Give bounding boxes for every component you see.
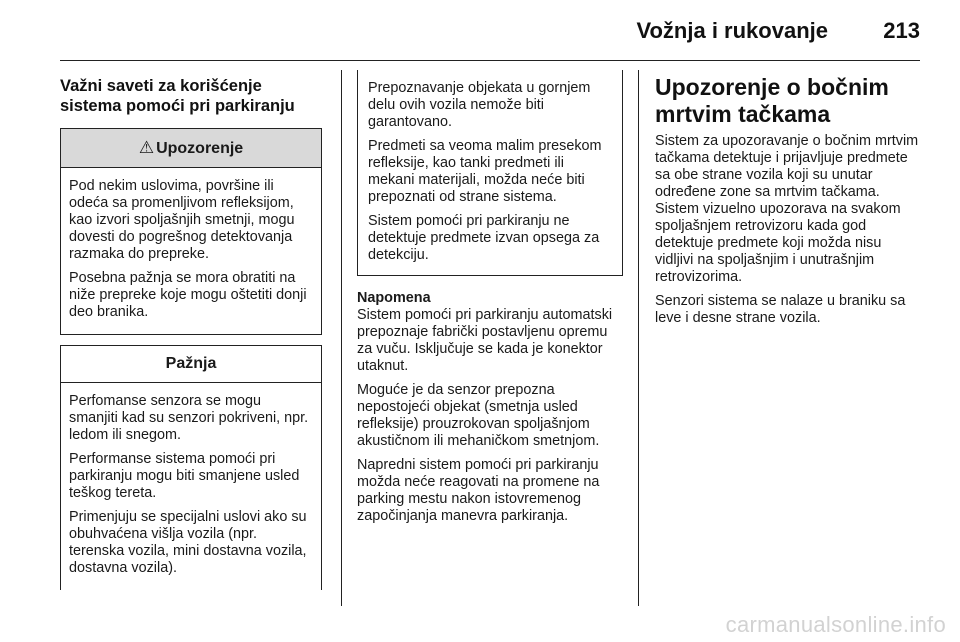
warning-box-body [61, 168, 321, 334]
column-middle [357, 72, 623, 532]
paragraph: Performanse sistema pomoći pri parkiranju mogu biti smanjene usled teškog tereta. [69, 451, 300, 501]
column-divider [341, 70, 342, 606]
page-title: Vožnja i rukovanje [636, 18, 828, 43]
page-number: 213 [883, 18, 920, 43]
paragraph: Prepoznavanje objekata u gornjem delu ovih vozila nemože biti garantovano. [368, 80, 591, 130]
paragraph: Sistem pomoći pri parkiranju automatski prepoznaje fabrički postavljenu opremu za vuču. Isključuje se kada je konektor utaknut. [357, 307, 613, 374]
paragraph: Perfomanse senzora se mogu smanjiti kad su senzori pokriveni, npr. ledom ili snegom. [69, 393, 309, 443]
caution-box-body [61, 383, 321, 590]
caution-box [60, 345, 322, 590]
paragraph: Posebna pažnja se mora obratiti na niže prepreke koje mogu oštetiti donji deo branika. [69, 270, 307, 320]
paragraph: Senzori sistema se nalaze u braniku sa leve i desne strane vozila. [655, 293, 906, 326]
watermark: carmanualsonline.info [725, 612, 946, 637]
warning-triangle-icon: ⚠ [138, 138, 155, 157]
section-body [655, 133, 923, 327]
caution-box-header: Pažnja [61, 346, 321, 383]
section-heading: Važni saveti za korišćenje sistema pomoći pri parkiranju [60, 77, 295, 115]
page-header [60, 14, 920, 61]
column-left [60, 72, 322, 600]
column-right [655, 72, 923, 334]
section-heading: Upozorenje o bočnim mrtvim tačkama [655, 74, 889, 127]
warning-title: Upozorenje [156, 140, 244, 157]
caution-box-continued [357, 70, 623, 276]
note-section [357, 290, 623, 525]
paragraph: Predmeti sa veoma malim presekom refleksije, kao tanki predmeti ili mekani materijali, možda neće biti prepoznati od strane sistema. [368, 138, 602, 205]
paragraph: Napredni sistem pomoći pri parkiranju možda neće reagovati na promene na parking mestu nakon istovremenog započinjanja manevra parkiranja. [357, 457, 600, 524]
paragraph: Pod nekim uslovima, površine ili odeća sa promenljivom refleksijom, kao izvori spoljašnjih smetnji, mogu dovesti do pogrešnog detektovanja razmaka do prepreke. [69, 178, 295, 262]
note-label: Napomena [357, 290, 431, 306]
warning-box-header [61, 129, 321, 168]
paragraph: Sistem za upozoravanje o bočnim mrtvim tačkama detektuje i prijavljuje predmete sa obe strane vozila koji su unutar određene zone sa mrtvim tačkama. Sistem vizuelno upozorava na svakom spoljašnjem retrovizoru kada god detektuje predmete koji možda nisu vidljivi na spoljašnjim i unutrašnjim retrovizorima. [655, 133, 919, 285]
paragraph: Moguće je da senzor prepozna nepostojeći objekat (smetnja usled refleksije) prouzrokovan spoljašnjom akustičnom ili mehaničkom smetnjom. [357, 382, 600, 449]
warning-box [60, 128, 322, 335]
paragraph: Sistem pomoći pri parkiranju ne detektuje predmete izvan opsega za detekciju. [368, 213, 600, 263]
column-divider [638, 70, 639, 606]
paragraph: Primenjuju se specijalni uslovi ako su obuhvaćena višlja vozila (npr. terenska vozila, mini dostavna vozila, dostavna vozila). [69, 509, 307, 576]
